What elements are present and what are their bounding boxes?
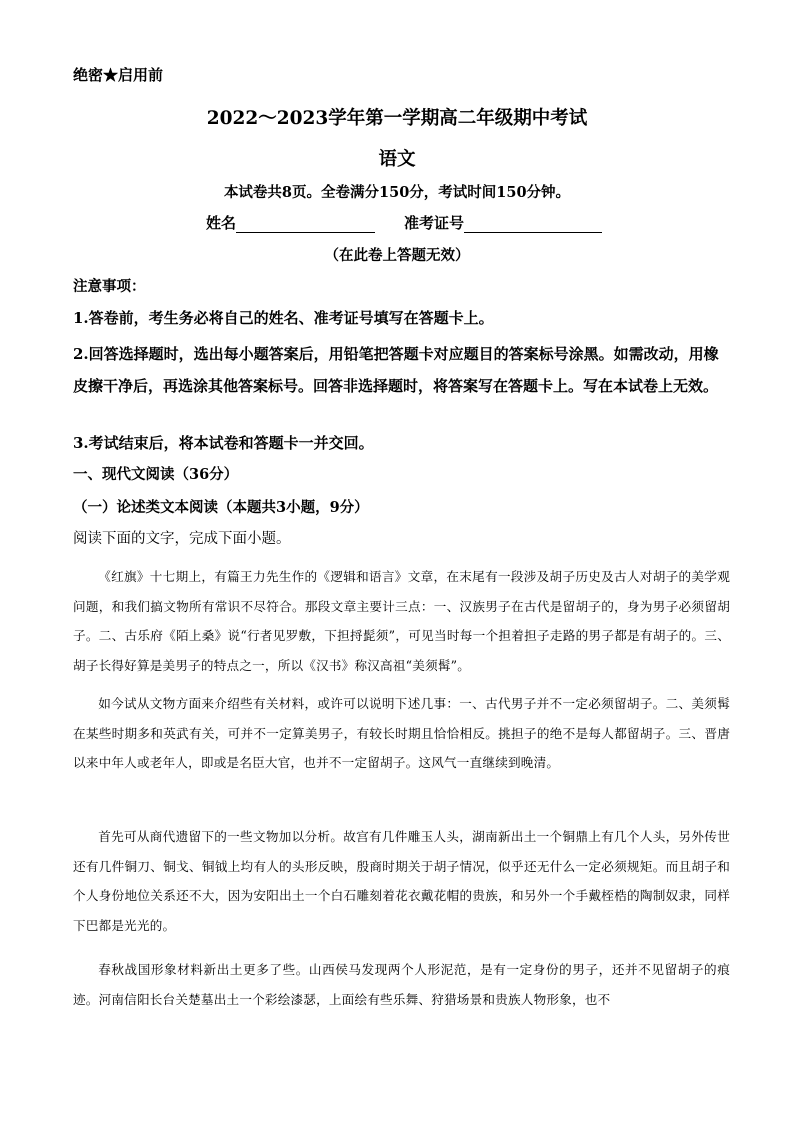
section-heading: 一、现代文阅读（36分） (73, 466, 239, 483)
notice-item-2: 2.回答选择题时，选出每小题答案后，用铅笔把答题卡对应题目的答案标号涂黑。如需改动，用橡皮擦干净后，再选涂其他答案标号。回答非选择题时，将答案写在答题卡上。写在本试卷上无效。 (73, 345, 719, 395)
name-field[interactable] (236, 217, 375, 233)
passage-paragraph-1: 《红旗》十七期上，有篇王力先生作的《逻辑和语言》文章，在末尾有一段涉及胡子历史及古人对胡子的美学观问题，和我们搞文物所有常识不尽符合。那段文章主要计三点：一、汉族男子在古代是留胡子的，身为男子必须留胡子。二、古乐府《陌上桑》说“行者见罗敷，下担捋髭须”，可见当时每一个担着担子走路的男子都是有胡子的。三、胡子长得好算是美男子的特点之一，所以《汉书》称汉高祖“美须髯”。 (73, 569, 730, 673)
exam-info: 本试卷共8页。全卷满分150分，考试时间150分钟。 (223, 184, 571, 201)
passage-paragraph-2: 如今试从文物方面来介绍些有关材料，或许可以说明下述几事：一、古代男子并不一定必须留胡子。二、美须髯在某些时期多和英武有关，可并不一定算美男子，有较长时期且恰恰相反。挑担子的绝不是每人都留胡子。三、晋唐以来中年人或老年人，即或是名臣大官，也并不一定留胡子。这风气一直继续到晚清。 (73, 696, 730, 771)
exam-id-label: 准考证号 (404, 214, 465, 232)
notice-item-3: 3.考试结束后，将本试卷和答题卡一并交回。 (73, 434, 374, 452)
exam-id-field[interactable] (464, 217, 602, 233)
confidential-mark: 绝密★启用前 (73, 66, 164, 84)
subsection-heading: （一）论述类文本阅读（本题共3小题，9分） (73, 499, 369, 516)
name-label: 姓名 (206, 214, 237, 232)
passage-paragraph-3: 首先可从商代遗留下的一些文物加以分析。故宫有几件雕玉人头，湖南新出土一个铜鼎上有几个人头，另外传世还有几件铜刀、铜戈、铜钺上均有人的头形反映，殷商时期关于胡子情况，似乎还无什么一定必须规矩。而且胡子和个人身份地位关系还不大，因为安阳出土一个白石雕刻着花衣戴花帽的贵族，和另外一个手戴桎梏的陶制奴隶，同样下巴都是光光的。 (73, 829, 730, 933)
passage-paragraph-4: 春秋战国形象材料新出土更多了些。山西侯马发现两个人形泥范，是有一定身份的男子，还并不见留胡子的痕迹。河南信阳长台关楚墓出土一个彩绘漆瑟，上面绘有些乐舞、狩猎场景和贵族人物形象，也不 (73, 962, 730, 1007)
subject-title: 语文 (378, 149, 416, 170)
exam-title: 2022～2023学年第一学期高二年级期中考试 (206, 108, 588, 129)
reading-instruction: 阅读下面的文字，完成下面小题。 (73, 531, 291, 547)
candidate-fields (206, 212, 602, 233)
invalid-note: （在此卷上答题无效） (324, 247, 470, 264)
notice-heading: 注意事项： (73, 278, 146, 295)
notice-item-1: 1.答卷前，考生务必将自己的姓名、准考证号填写在答题卡上。 (73, 309, 494, 327)
